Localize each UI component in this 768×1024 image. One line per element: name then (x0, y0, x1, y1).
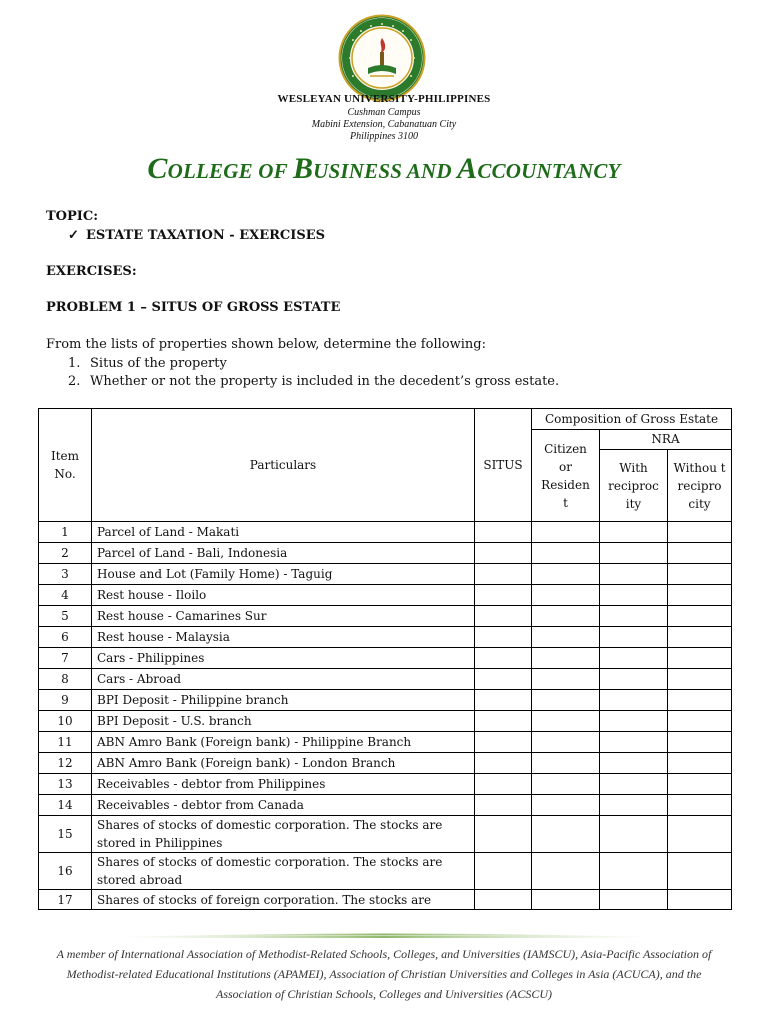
situs-cell[interactable] (475, 795, 532, 816)
with-reciprocity-cell[interactable] (600, 669, 668, 690)
without-reciprocity-cell[interactable] (668, 543, 732, 564)
item-no: 3 (39, 564, 92, 585)
header-situs: SITUS (475, 409, 532, 522)
item-no: 10 (39, 711, 92, 732)
table-row (39, 669, 732, 690)
citizen-cell[interactable] (532, 774, 600, 795)
table-row (39, 732, 732, 753)
header-composition: Composition of Gross Estate (532, 409, 732, 430)
table-row (39, 627, 732, 648)
item-no: 2 (39, 543, 92, 564)
item-no: 17 (39, 890, 92, 910)
situs-cell[interactable] (475, 890, 532, 910)
situs-cell[interactable] (475, 648, 532, 669)
address-line-1: Mabini Extension, Cabanatuan City (311, 119, 457, 130)
without-reciprocity-cell[interactable] (668, 795, 732, 816)
with-reciprocity-cell[interactable] (600, 732, 668, 753)
with-reciprocity-cell[interactable] (600, 774, 668, 795)
with-reciprocity-cell[interactable] (600, 585, 668, 606)
citizen-cell[interactable] (532, 564, 600, 585)
table-row (39, 753, 732, 774)
citizen-cell[interactable] (532, 890, 600, 910)
particulars: Parcel of Land - Bali, Indonesia (92, 543, 475, 564)
item-no: 16 (39, 853, 92, 890)
with-reciprocity-cell[interactable] (600, 648, 668, 669)
without-reciprocity-cell[interactable] (668, 890, 732, 910)
citizen-cell[interactable] (532, 669, 600, 690)
situs-cell[interactable] (475, 564, 532, 585)
table-row (39, 795, 732, 816)
situs-cell[interactable] (475, 816, 532, 853)
without-reciprocity-cell[interactable] (668, 732, 732, 753)
particulars: ABN Amro Bank (Foreign bank) - London Branch (92, 753, 475, 774)
citizen-cell[interactable] (532, 795, 600, 816)
table-row (39, 585, 732, 606)
table-row (39, 543, 732, 564)
citizen-cell[interactable] (532, 522, 600, 543)
with-reciprocity-cell[interactable] (600, 564, 668, 585)
with-reciprocity-cell[interactable] (600, 690, 668, 711)
item-no: 5 (39, 606, 92, 627)
particulars: Shares of stocks of domestic corporation. The stocks are stored abroad (92, 853, 475, 890)
list-item (68, 374, 559, 389)
topic-item-text: ESTATE TAXATION - EXERCISES (86, 228, 326, 243)
item-no: 9 (39, 690, 92, 711)
address-line-2: Philippines 3100 (349, 131, 419, 142)
header-citizen-resident: Citizen or Residen t (532, 430, 600, 522)
header-with-reciprocity: With reciproc ity (600, 450, 668, 522)
situs-cell[interactable] (475, 543, 532, 564)
without-reciprocity-cell[interactable] (668, 711, 732, 732)
without-reciprocity-cell[interactable] (668, 753, 732, 774)
without-reciprocity-cell[interactable] (668, 690, 732, 711)
footer-membership-text: A member of International Association of Methodist-Related Schools, Colleges, and Universities (IAMSCU), Asia-Pacific Association of Methodist-related Educational Institutions (APAMEI), Association of Christian Universities and Colleges in Asia (ACUCA), and the Association of Christian Schools, Colleges and Universities (ACSCU) (56, 947, 712, 1001)
topic-label: TOPIC: (46, 209, 98, 224)
with-reciprocity-cell[interactable] (600, 890, 668, 910)
table-row (39, 564, 732, 585)
without-reciprocity-cell[interactable] (668, 606, 732, 627)
particulars: Shares of stocks of domestic corporation. The stocks are stored in Philippines (92, 816, 475, 853)
item-no: 7 (39, 648, 92, 669)
without-reciprocity-cell[interactable] (668, 816, 732, 853)
with-reciprocity-cell[interactable] (600, 816, 668, 853)
particulars: Receivables - debtor from Philippines (92, 774, 475, 795)
particulars: Shares of stocks of foreign corporation. The stocks are (92, 890, 475, 910)
with-reciprocity-cell[interactable] (600, 627, 668, 648)
college-title-initial: B (292, 152, 314, 185)
particulars: ABN Amro Bank (Foreign bank) - Philippine Branch (92, 732, 475, 753)
with-reciprocity-cell[interactable] (600, 711, 668, 732)
situs-cell[interactable] (475, 522, 532, 543)
topic-item (68, 228, 325, 243)
college-title-part: OLLEGE OF (167, 159, 293, 183)
campus-name: Cushman Campus (347, 107, 421, 118)
table-row (39, 774, 732, 795)
header-item-no: Item No. (39, 409, 92, 522)
without-reciprocity-cell[interactable] (668, 522, 732, 543)
table-row (39, 816, 732, 853)
header-without-reciprocity: Withou t recipro city (668, 450, 732, 522)
university-seal-logo (338, 14, 426, 102)
with-reciprocity-cell[interactable] (600, 853, 668, 890)
situs-cell[interactable] (475, 606, 532, 627)
citizen-cell[interactable] (532, 606, 600, 627)
college-title-initial: C (147, 152, 168, 185)
check-icon: ✓ (68, 228, 79, 243)
intro-text: From the lists of properties shown below, determine the following: (46, 337, 486, 352)
citizen-cell[interactable] (532, 690, 600, 711)
item-no: 1 (39, 522, 92, 543)
table-row (39, 522, 732, 543)
situs-cell[interactable] (475, 585, 532, 606)
with-reciprocity-cell[interactable] (600, 753, 668, 774)
item-no: 6 (39, 627, 92, 648)
list-item-number: 2. (68, 374, 81, 389)
situs-cell[interactable] (475, 669, 532, 690)
citizen-cell[interactable] (532, 753, 600, 774)
university-name: WESLEYAN UNIVERSITY-PHILIPPINES (277, 93, 491, 105)
table-row (39, 690, 732, 711)
college-title (0, 152, 768, 186)
situs-cell[interactable] (475, 690, 532, 711)
particulars: BPI Deposit - Philippine branch (92, 690, 475, 711)
situs-cell[interactable] (475, 627, 532, 648)
situs-cell[interactable] (475, 753, 532, 774)
college-title-part: USINESS AND (313, 159, 458, 183)
table-row (39, 606, 732, 627)
with-reciprocity-cell[interactable] (600, 795, 668, 816)
situs-cell[interactable] (475, 774, 532, 795)
college-title-initial: A (457, 152, 478, 185)
particulars: Rest house - Malaysia (92, 627, 475, 648)
table-row (39, 890, 732, 910)
particulars: BPI Deposit - U.S. branch (92, 711, 475, 732)
particulars: Cars - Philippines (92, 648, 475, 669)
table-row (39, 711, 732, 732)
college-title-part: CCOUNTANCY (477, 159, 621, 183)
item-no: 13 (39, 774, 92, 795)
item-no: 15 (39, 816, 92, 853)
without-reciprocity-cell[interactable] (668, 627, 732, 648)
item-no: 14 (39, 795, 92, 816)
item-no: 8 (39, 669, 92, 690)
item-no: 4 (39, 585, 92, 606)
particulars: Cars - Abroad (92, 669, 475, 690)
situs-cell[interactable] (475, 853, 532, 890)
without-reciprocity-cell[interactable] (668, 648, 732, 669)
citizen-cell[interactable] (532, 816, 600, 853)
citizen-cell[interactable] (532, 853, 600, 890)
particulars: House and Lot (Family Home) - Taguig (92, 564, 475, 585)
item-no: 11 (39, 732, 92, 753)
citizen-cell[interactable] (532, 627, 600, 648)
citizen-cell[interactable] (532, 585, 600, 606)
citizen-cell[interactable] (532, 648, 600, 669)
table-row (39, 648, 732, 669)
citizen-cell[interactable] (532, 732, 600, 753)
with-reciprocity-cell[interactable] (600, 522, 668, 543)
with-reciprocity-cell[interactable] (600, 543, 668, 564)
citizen-cell[interactable] (532, 711, 600, 732)
header-particulars: Particulars (92, 409, 475, 522)
particulars: Parcel of Land - Makati (92, 522, 475, 543)
without-reciprocity-cell[interactable] (668, 564, 732, 585)
particulars: Rest house - Iloilo (92, 585, 475, 606)
without-reciprocity-cell[interactable] (668, 669, 732, 690)
list-item-text: Situs of the property (90, 356, 227, 371)
without-reciprocity-cell[interactable] (668, 774, 732, 795)
item-no: 12 (39, 753, 92, 774)
list-item (68, 356, 227, 371)
particulars: Receivables - debtor from Canada (92, 795, 475, 816)
list-item-text: Whether or not the property is included in the decedent’s gross estate. (90, 374, 560, 389)
citizen-cell[interactable] (532, 543, 600, 564)
particulars: Rest house - Camarines Sur (92, 606, 475, 627)
exercises-label: EXERCISES: (46, 264, 137, 279)
header-nra: NRA (600, 430, 732, 450)
without-reciprocity-cell[interactable] (668, 853, 732, 890)
problem-title: PROBLEM 1 – SITUS OF GROSS ESTATE (46, 300, 341, 315)
situs-cell[interactable] (475, 732, 532, 753)
without-reciprocity-cell[interactable] (668, 585, 732, 606)
gross-estate-table (38, 408, 732, 910)
with-reciprocity-cell[interactable] (600, 606, 668, 627)
footer-divider-swoosh (118, 932, 650, 940)
table-row (39, 853, 732, 890)
list-item-number: 1. (68, 356, 81, 371)
situs-cell[interactable] (475, 711, 532, 732)
